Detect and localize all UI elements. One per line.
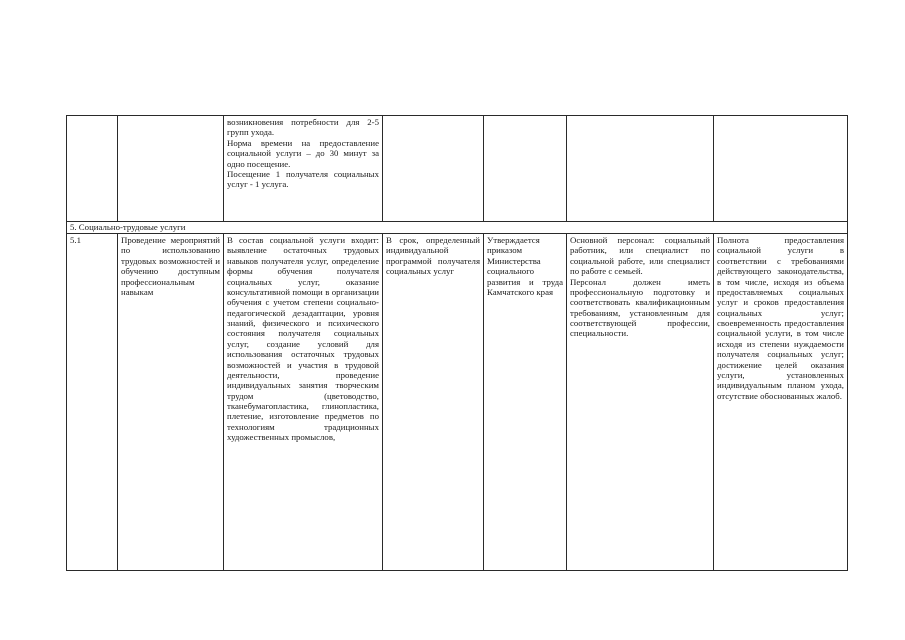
section-title: 5. Социально-трудовые услуги <box>67 222 848 234</box>
service-content: В состав социальной услуги входит: выявление остаточных трудовых навыков получателя услуг, определение формы обучения получателя социальных услуг, оказание консультативной помощи в организации обучения с учетом степени социально-педагогической дезадаптации, уровня знаний, физического и психического состояния получателя социальных услуг, создание условий для использования остаточных трудовых возможностей и участия в трудовой деятельности, проведение индивидуальных занятия творческим трудом (цветоводство, тканебумагопластика, глинопластика, плетение, изготовление предметов по технологиям традиционных художественных промыслов, <box>224 234 383 571</box>
continuation-text-1: возникновения потребности для 2-5 групп ухода. <box>227 117 379 138</box>
service-name: Проведение мероприятий по использованию трудовых возможностей и обучению доступным профессиональным навыкам <box>118 234 224 571</box>
continuation-name-cell <box>118 116 224 222</box>
continuation-content-cell <box>224 116 383 222</box>
services-table <box>66 115 848 571</box>
service-row <box>67 234 848 571</box>
section-row <box>67 222 848 234</box>
service-staff-main: Основной персонал: социальный работник, или специалист по социальной работе, или специалист по работе с семьей. <box>570 235 710 277</box>
service-staff <box>567 234 714 571</box>
service-tariff: Утверждается приказом Министерства социального развития и труда Камчатского края <box>484 234 567 571</box>
continuation-row <box>67 116 848 222</box>
continuation-text-3: Посещение 1 получателя социальных услуг - 1 услуга. <box>227 168 379 190</box>
continuation-number-cell <box>67 116 118 222</box>
continuation-quality-cell <box>714 116 848 222</box>
service-number: 5.1 <box>67 234 118 571</box>
continuation-tariff-cell <box>484 116 567 222</box>
service-term: В срок, определенный индивидуальной программой получателя социальных услуг <box>383 234 484 571</box>
service-staff-requirements: Персонал должен иметь профессиональную подготовку и соответствовать квалификационным требованиям, установленным для соответствующей профессии, специальности. <box>570 276 710 339</box>
continuation-text-2: Норма времени на предоставление социальной услуги – до 30 минут за одно посещение. <box>227 137 379 169</box>
continuation-staff-cell <box>567 116 714 222</box>
continuation-term-cell <box>383 116 484 222</box>
service-quality: Полнота предоставления социальной услуги в соответствии с требованиями действующего законодательства, в том числе, исходя из объема предоставляемых социальных услуг и сроков предоставления социальных услуг; своевременность предоставления социальной услуги, в том числе исходя из степени нуждаемости получателя социальных услуг; достижение целей оказания услуги, установленных индивидуальным планом ухода, отсутствие обоснованных жалоб. <box>714 234 848 571</box>
